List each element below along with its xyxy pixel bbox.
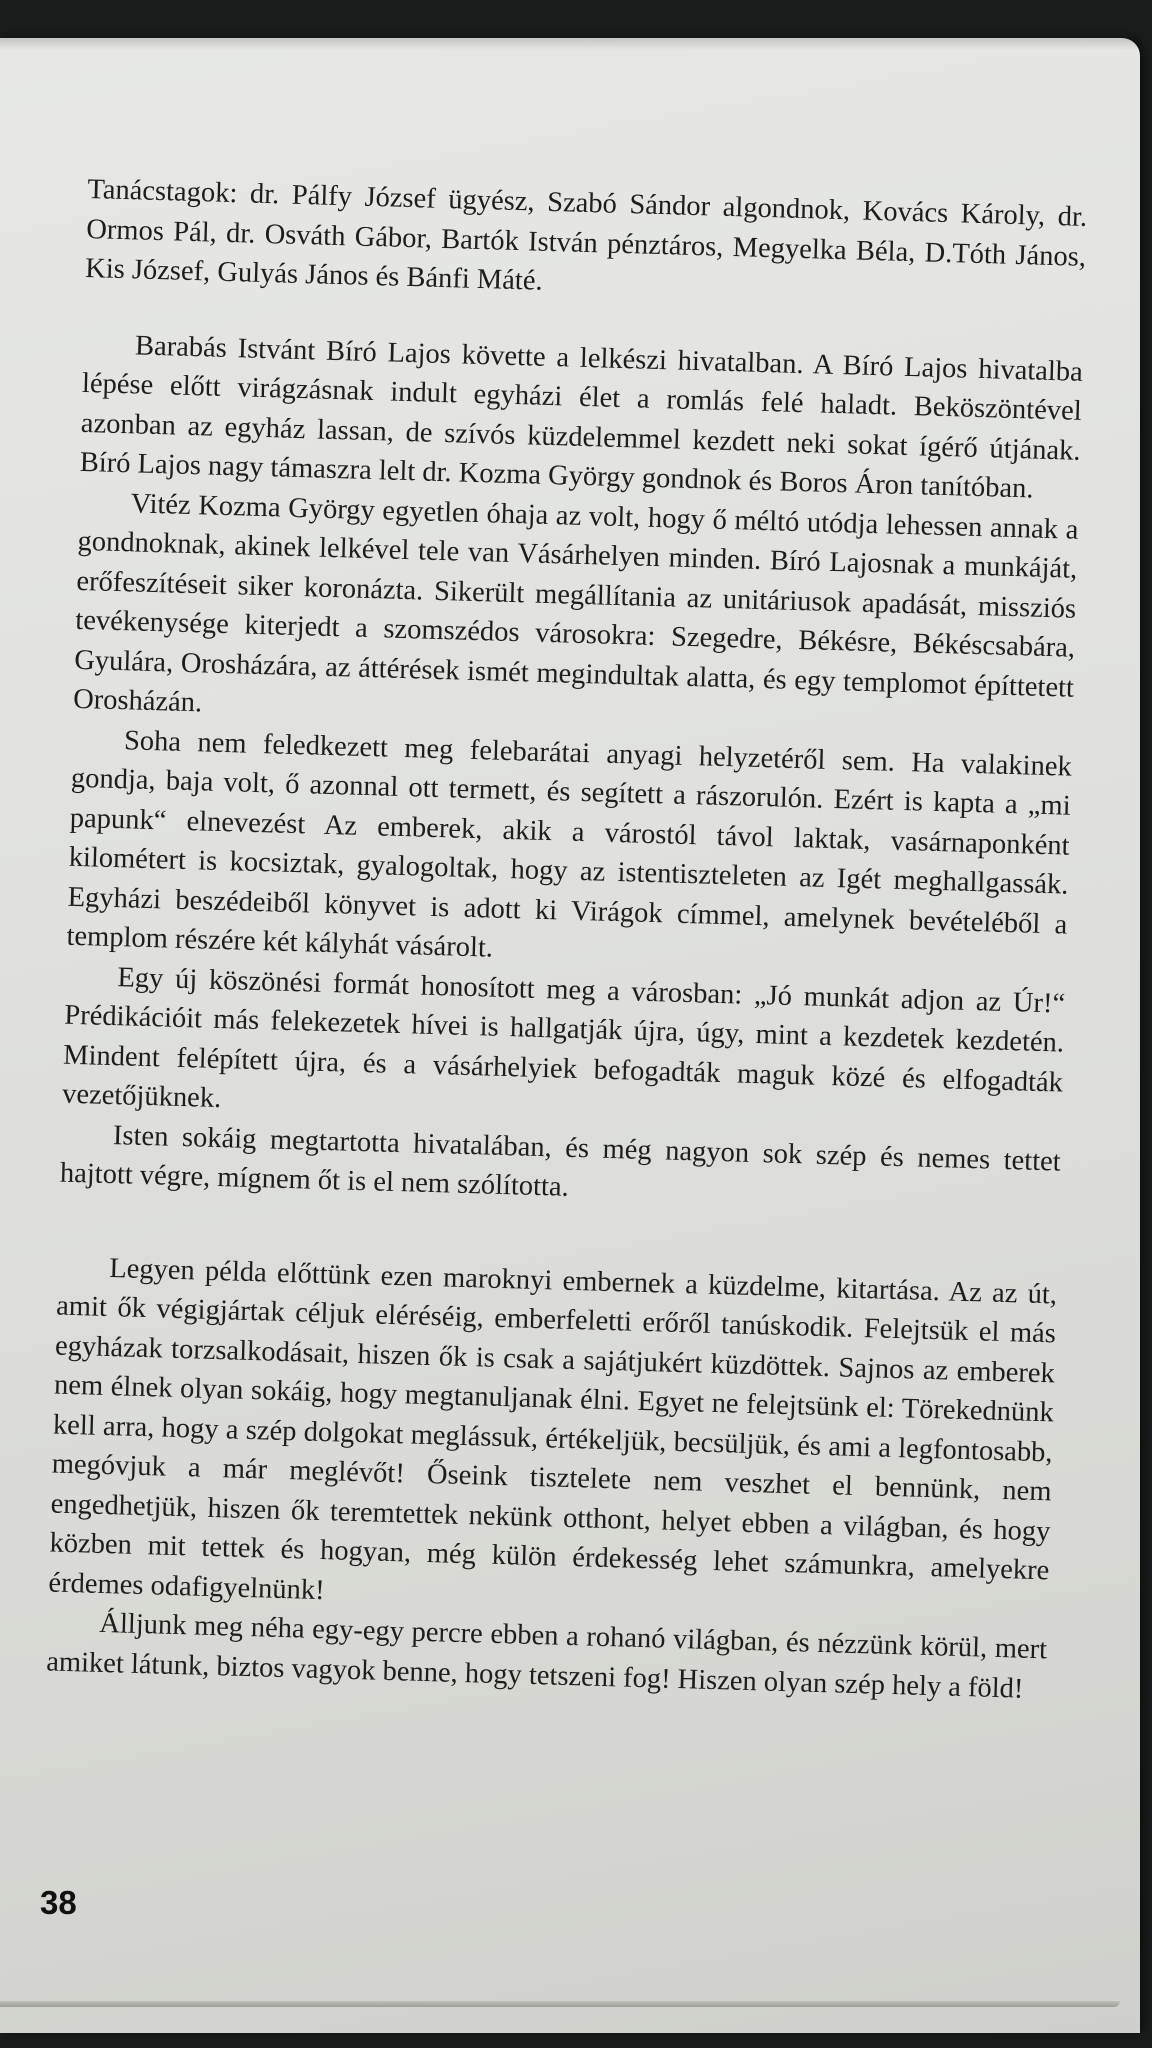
paragraph-example: Legyen példa előttünk ezen maroknyi embernek a küzdelme, kitartása. Az az út, amit ők végigjártak céljuk eléréséig, emberfeletti erőről tanúskodik. Felejtsük el más egyházak torzsalkodásait, hiszen ők is csak a sajátjukért küzdöttek. Sajnos az emberek nem élnek olyan sokáig, hogy megtanuljanak élni. Egyet ne felejtsünk el: Törekednünk kell arra, hogy a szép dolgokat meglássuk, értékeljük, becsüljük, és ami a legfontosabb, megóvjuk a már meglévőt! Őseink tisztelete nem veszhet el bennünk, nem engedhetjük, hiszen ők teremtettek nekünk otthont, helyet ebben a világban, és hogy közben mit tettek és hogyan, még külön érdekesség lehet számunkra, amelyekre érdemes odafigyelnünk!: [48, 1252, 1058, 1606]
book-page: [0, 38, 1140, 2033]
paragraph-council-members: Tanácstagok: dr. Pálfy József ügyész, Szabó Sándor algondnok, Kovács Károly, dr. Ormos Pál, dr. Osváth Gábor, Bartók István pénztáros, Megyelka Béla, D.Tóth János, Kis József, Gulyás János és Bánfi Máté.: [84, 173, 1088, 297]
paragraph-greeting: Egy új köszönési formát honosított meg a városban: „Jó munkát adjon az Úr!“ Prédikációit más felekezetek hívei is hallgatják újra, úgy, mint a kezdetek kezdetén. Mindent felépített újra, és a vásárhelyiek befogadták maguk közé és elfogadták vezetőjüknek.: [61, 961, 1066, 1115]
paragraph-legacy: Isten sokáig megtartotta hivatalában, és még nagyon sok szép és nemes tettet hajtott végre, mígnem őt is el nem szólította.: [59, 1119, 1062, 1203]
page-body: [46, 170, 1088, 1709]
paragraph-charity: Soha nem feledkezett meg felebarátai anyagi helyzetéről sem. Ha valakinek gondja, baja volt, ő azonnal ott termett, és segített a rászorulón. Ezért is kapta a „mi papunk“ elnevezést Az emberek, akik a várostól távol laktak, vasárnaponként kilométert is kocsiztak, gyalogoltak, hogy az istentiszteleten az Igét meghallgassák. Egyházi beszédeiből könyvet is adott ki Virágok címmel, amelynek bevételéből a templom részére két kályhát vásárolt.: [66, 724, 1073, 964]
paragraph-biro-lajos: Barabás Istvánt Bíró Lajos követte a lelkészi hivatalban. A Bíró Lajos hivatalba lépése előtt virágzásnak indult egyházi élet a romlás felé haladt. Beköszöntével azonban az egyház lassan, de szívós küzdelemmel kezdett neki sokat ígérő útjának. Bíró Lajos nagy támaszra lelt dr. Kozma György gondnok és Boros Áron tanítóban.: [79, 329, 1084, 505]
paragraph-closing: Álljunk meg néha egy-egy percre ebben a rohanó világban, és nézzünk körül, mert amiket látunk, biztos vagyok benne, hogy tetszeni fog! Hiszen olyan szép hely a föld!: [45, 1607, 1048, 1705]
paragraph-kozma-gyorgy: Vitéz Kozma György egyetlen óhaja az volt, hogy ő méltó utódja lehessen annak a gondnoknak, akinek lelkével tele van Vásárhelyen minden. Bíró Lajosnak a munkáját, erőfeszítéseit siker koronázta. Sikerült megállítania az unitáriusok apadását, missziós tevékenysége kiterjedt a szomszédos városokra: Szegedre, Békésre, Békéscsabára, Gyulára, Orosházára, az áttérések ismét megindultak alatta, és egy templomot építtetett Orosházán.: [72, 487, 1079, 719]
page-number: 38: [40, 1884, 77, 1921]
page-edge: [0, 2001, 1120, 2007]
